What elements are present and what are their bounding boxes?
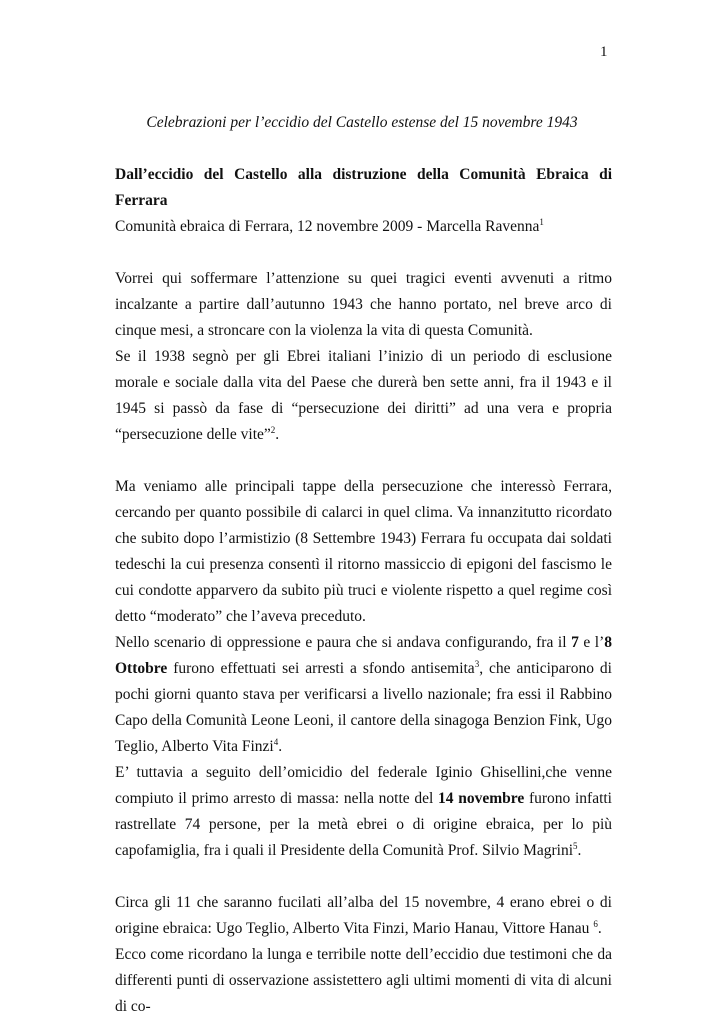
paragraph-6 bbox=[115, 890, 612, 942]
footnote-ref-6: 6 bbox=[593, 918, 598, 929]
date-7: 7 bbox=[571, 634, 579, 651]
paragraph-5-text-a: E’ tuttavia a seguito dell’omicidio del federale Iginio Ghisellini,che venne compiuto il primo arresto di massa: nella notte del bbox=[115, 764, 612, 807]
paragraph-4 bbox=[115, 630, 612, 760]
byline bbox=[115, 214, 612, 240]
event-subtitle: Celebrazioni per l’eccidio del Castello estense del 15 novembre 1943 bbox=[146, 114, 578, 131]
document-body bbox=[115, 162, 612, 1020]
footnote-ref-4: 4 bbox=[273, 736, 279, 747]
paragraph-5-text-c: furono infatti rastrellate 74 persone, per la metà ebrei o di origine ebraica, per lo più capofamiglia, fra i quali il Presidente della Comunità Prof. Silvio Magrini bbox=[115, 790, 612, 859]
paragraph-5 bbox=[115, 760, 612, 864]
footnote-ref-3: 3 bbox=[474, 658, 480, 669]
paragraph-4-text-c: e l’ bbox=[578, 634, 605, 651]
paragraph-2 bbox=[115, 344, 612, 448]
paragraph-2-end: . bbox=[275, 426, 280, 443]
paragraph-4-text-d: furono effettuati sei arresti a sfondo antisemita bbox=[167, 660, 475, 677]
paragraph-1: Vorrei qui soffermare l’attenzione su quei tragici eventi avvenuti a ritmo incalzante a partire dall’autunno 1943 che hanno portato, nel breve arco di cinque mesi, a stroncare con la violenza la vita di questa Comunità. bbox=[115, 270, 612, 339]
paragraph-4-end: . bbox=[278, 738, 283, 755]
footnote-ref-2: 2 bbox=[270, 424, 276, 435]
spacer bbox=[115, 864, 612, 890]
spacer bbox=[115, 240, 612, 266]
date-8-ottobre: 8 Ottobre bbox=[115, 634, 612, 677]
page-number: 1 bbox=[600, 44, 608, 60]
paragraph-6-end: . bbox=[597, 920, 602, 937]
paragraph-4-text-a: Nello scenario di oppressione e paura che si andava configurando, fra il bbox=[115, 634, 572, 651]
byline-text: Comunità ebraica di Ferrara, 12 novembre 2009 - Marcella Ravenna bbox=[115, 218, 540, 235]
footnote-ref-1: 1 bbox=[539, 216, 544, 227]
paragraph-3: Ma veniamo alle principali tappe della persecuzione che interessò Ferrara, cercando per quanto possibile di calarci in quel clima. Va innanzitutto ricordato che subito dopo l’armistizio (8 Settembre 1943) Ferrara fu occupata dai soldati tedeschi la cui presenza consentì il ritorno massiccio di epigoni del fascismo le cui condotte apparvero da subito più truci e violente rispetto a quel regime così detto “moderato” che l’aveva preceduto. bbox=[115, 478, 612, 625]
paragraph-5-end: . bbox=[577, 842, 582, 859]
spacer bbox=[115, 448, 612, 474]
paragraph-2-text: Se il 1938 segnò per gli Ebrei italiani l’inizio di un periodo di esclusione morale e sociale dalla vita del Paese che durerà ben sette anni, fra il 1943 e il 1945 si passò da fase di “persecuzione dei diritti” ad una vera e propria “persecuzione delle vite” bbox=[115, 348, 612, 443]
paragraph-4-text-e: , che anticiparono di pochi giorni quanto stava per verificarsi a livello nazionale; fra essi il Rabbino Capo della Comunità Leone Leoni, il cantore della sinagoga Benzion Fink, Ugo Teglio, Alberto Vita Finzi bbox=[115, 660, 612, 755]
paragraph-6-text: Circa gli 11 che saranno fucilati all’alba del 15 novembre, 4 erano ebrei o di origine ebraica: Ugo Teglio, Alberto Vita Finzi, Mario Hanau, Vittore Hanau bbox=[115, 894, 612, 937]
date-14-novembre: 14 novembre bbox=[438, 790, 525, 807]
document-title: Dall’eccidio del Castello alla distruzione della Comunità Ebraica di Ferrara bbox=[115, 166, 612, 209]
footnote-ref-5: 5 bbox=[573, 840, 578, 851]
paragraph-7: Ecco come ricordano la lunga e terribile notte dell’eccidio due testimoni che da differenti punti di osservazione assistettero agli ultimi momenti di vita di alcuni di co- bbox=[115, 946, 612, 1015]
